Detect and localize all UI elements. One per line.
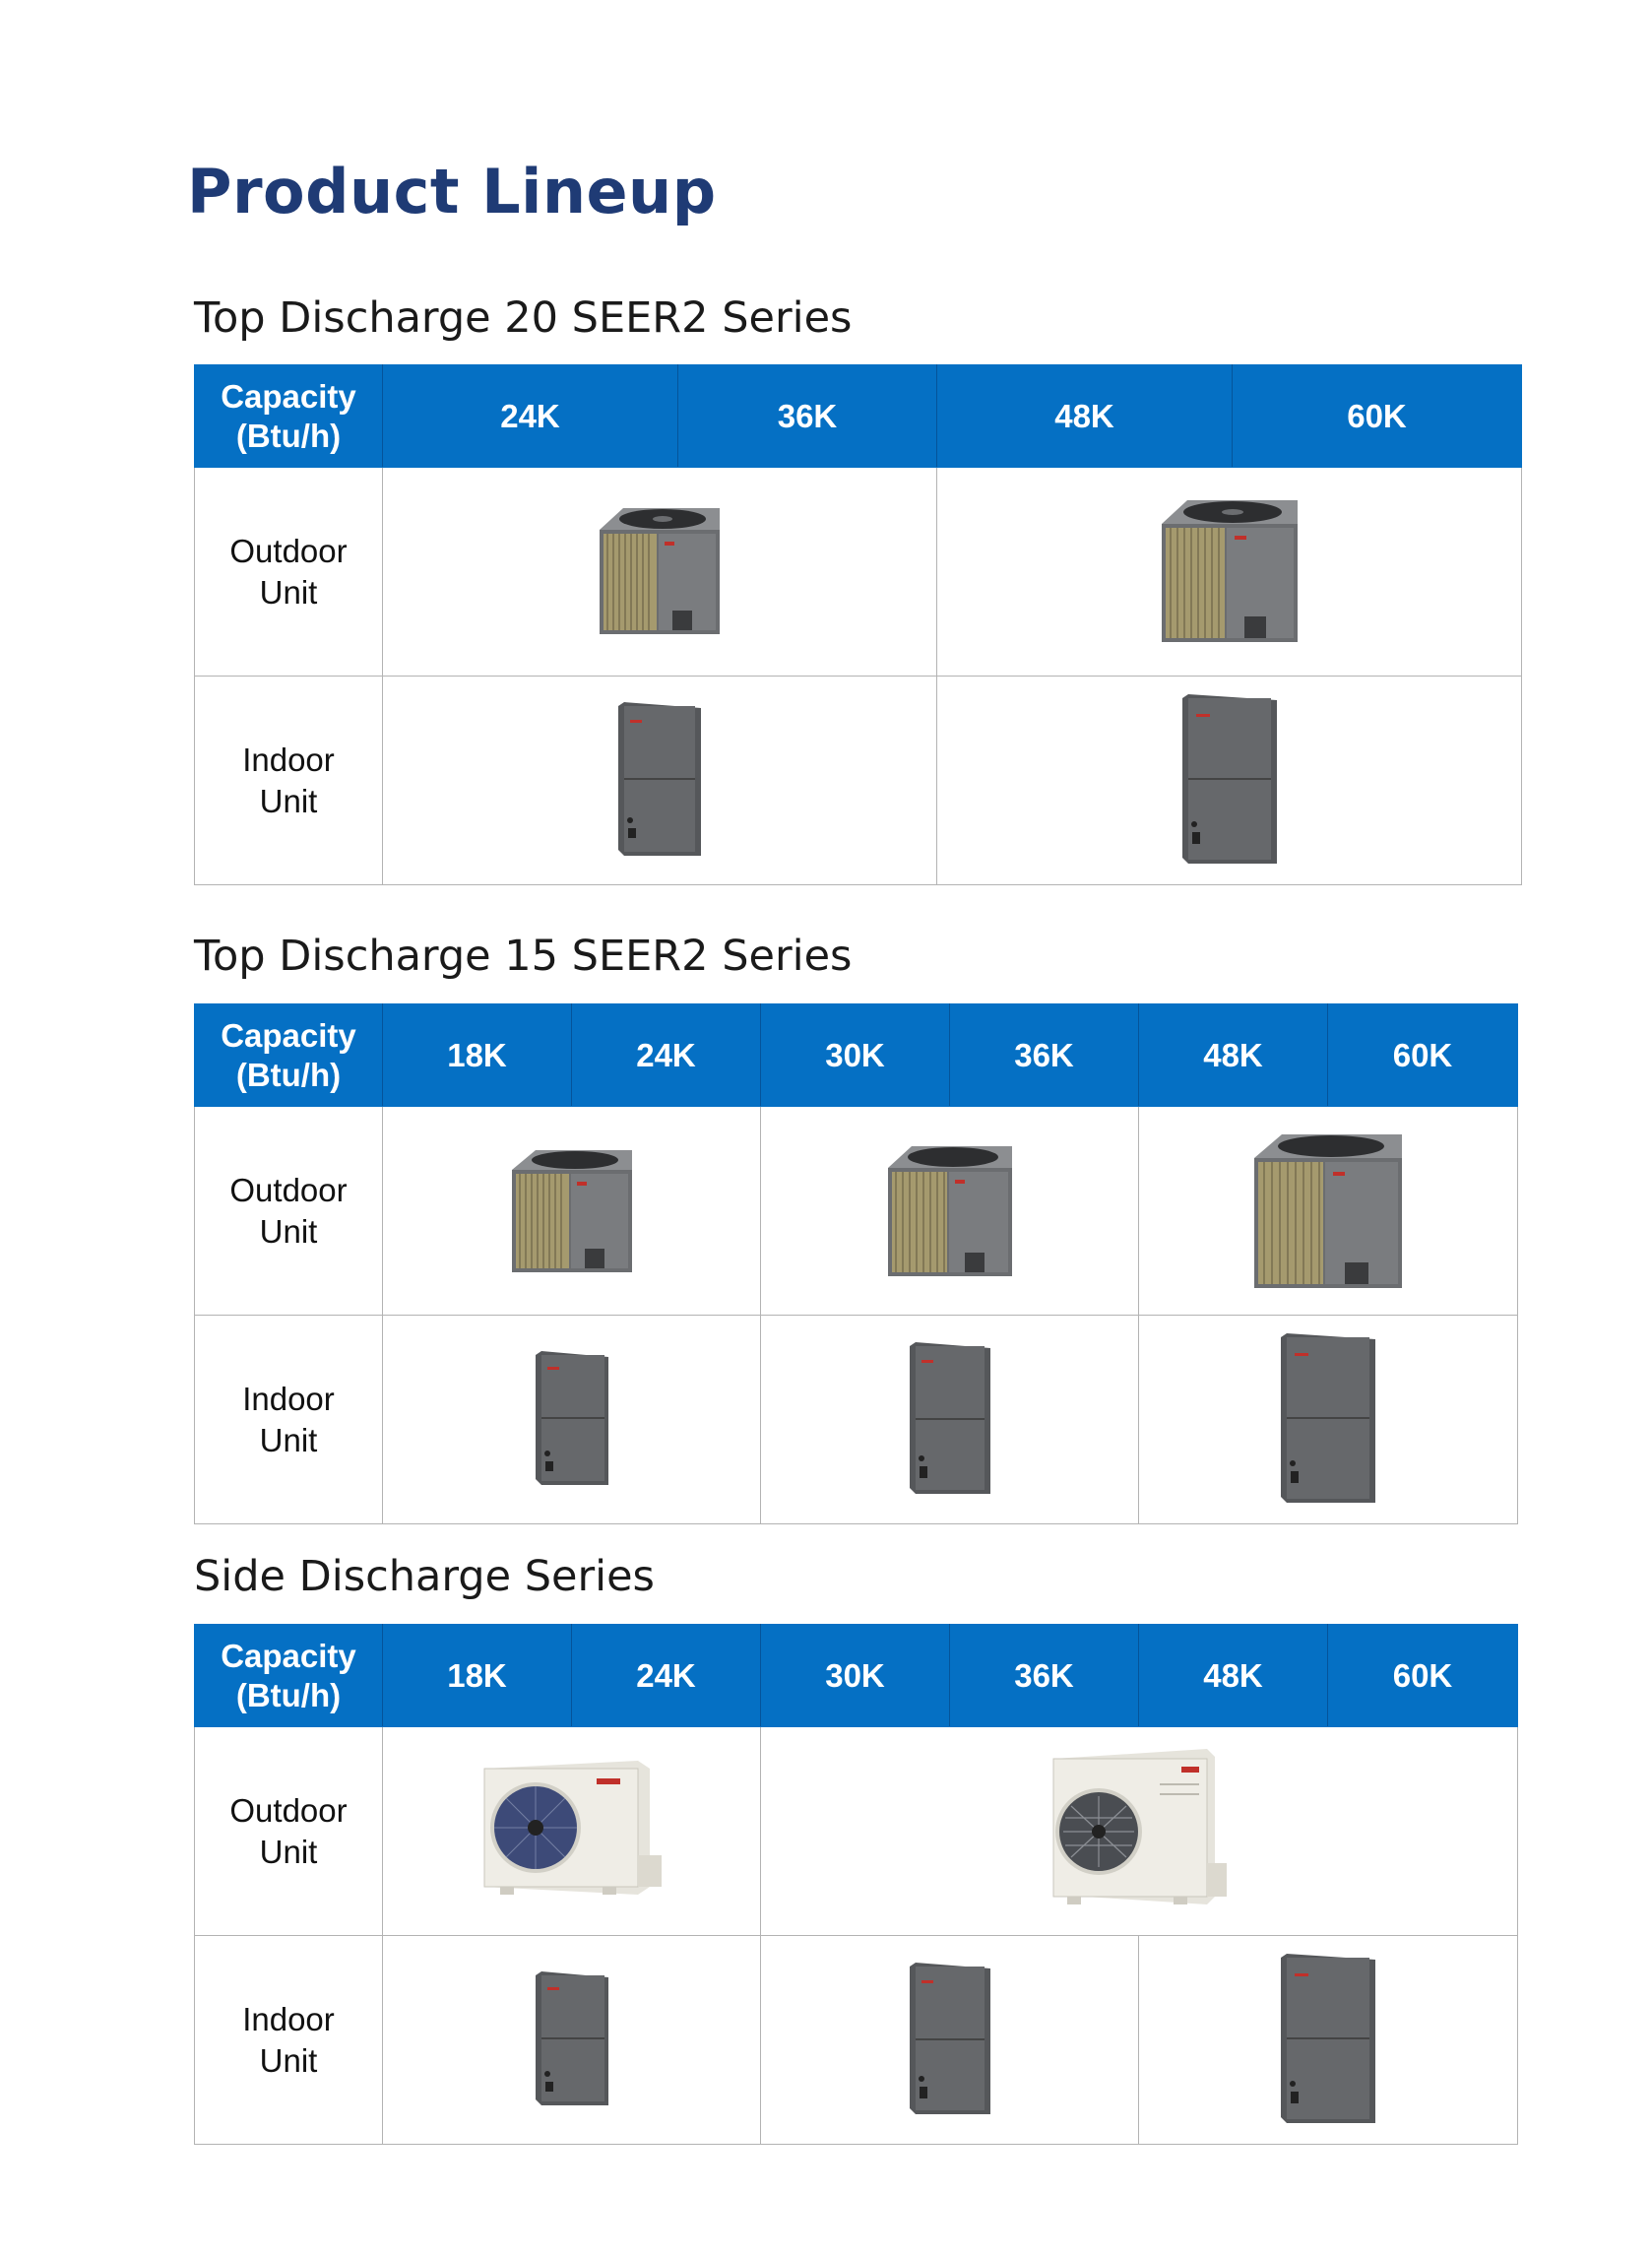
row-label-outdoor xyxy=(195,1107,383,1316)
condenser-unit-image xyxy=(594,502,726,642)
row-label-outdoor xyxy=(195,1727,383,1936)
section-title-20-seer2: Top Discharge 20 SEER2 Series xyxy=(194,293,853,343)
outdoor-unit-cell xyxy=(383,1107,761,1316)
table-row-indoor xyxy=(195,677,1522,885)
air-handler-image xyxy=(1281,1954,1375,2127)
condenser-unit-image xyxy=(506,1144,638,1278)
row-label-line2: Unit xyxy=(259,1421,318,1458)
table-row-outdoor xyxy=(195,1727,1518,1936)
outdoor-unit-cell xyxy=(383,468,937,677)
indoor-unit-cell xyxy=(937,677,1522,885)
capacity-header-line2: (Btu/h) xyxy=(235,1676,342,1713)
condenser-unit-image xyxy=(882,1140,1018,1282)
outdoor-unit-cell xyxy=(761,1727,1518,1936)
capacity-col-60k: 60K xyxy=(1328,1004,1518,1107)
section-title-15-seer2: Top Discharge 15 SEER2 Series xyxy=(194,932,853,981)
air-handler-image xyxy=(910,1342,990,1498)
row-label-line1: Indoor xyxy=(242,1380,335,1417)
row-label-line2: Unit xyxy=(259,1212,318,1250)
indoor-unit-cell xyxy=(383,1936,761,2145)
capacity-col-24k: 24K xyxy=(572,1625,761,1727)
indoor-unit-cell xyxy=(383,677,937,885)
capacity-col-24k: 24K xyxy=(383,365,678,468)
capacity-col-36k: 36K xyxy=(678,365,937,468)
capacity-col-48k: 48K xyxy=(1139,1004,1328,1107)
indoor-unit-cell xyxy=(383,1316,761,1524)
outdoor-unit-cell xyxy=(761,1107,1139,1316)
capacity-header xyxy=(195,1625,383,1727)
row-label-line2: Unit xyxy=(259,573,318,611)
air-handler-image xyxy=(536,1351,608,1489)
row-label-line2: Unit xyxy=(259,782,318,819)
capacity-header-line1: Capacity xyxy=(221,1016,356,1054)
lineup-table-15-seer2 xyxy=(194,1003,1518,1524)
capacity-col-24k: 24K xyxy=(572,1004,761,1107)
row-label-indoor xyxy=(195,677,383,885)
condenser-unit-image xyxy=(1156,494,1303,650)
row-label-line1: Outdoor xyxy=(229,1791,348,1829)
row-label-line1: Indoor xyxy=(242,2000,335,2037)
outdoor-unit-cell xyxy=(383,1727,761,1936)
outdoor-unit-cell xyxy=(1139,1107,1518,1316)
capacity-col-60k: 60K xyxy=(1233,365,1522,468)
table-row-outdoor xyxy=(195,468,1522,677)
table-header-row xyxy=(195,1004,1518,1107)
air-handler-image xyxy=(618,702,701,860)
capacity-col-36k: 36K xyxy=(950,1625,1139,1727)
air-handler-image xyxy=(1182,694,1277,868)
table-header-row xyxy=(195,365,1522,468)
lineup-table-20-seer2 xyxy=(194,364,1522,885)
capacity-header-line2: (Btu/h) xyxy=(235,1056,342,1093)
capacity-col-30k: 30K xyxy=(761,1004,950,1107)
capacity-col-60k: 60K xyxy=(1328,1625,1518,1727)
capacity-col-18k: 18K xyxy=(383,1625,572,1727)
air-handler-image xyxy=(536,1971,608,2109)
capacity-col-30k: 30K xyxy=(761,1625,950,1727)
lineup-table-side-discharge xyxy=(194,1624,1518,2145)
outdoor-unit-cell xyxy=(937,468,1522,677)
indoor-unit-cell xyxy=(761,1936,1139,2145)
table-row-indoor xyxy=(195,1936,1518,2145)
indoor-unit-cell xyxy=(1139,1936,1518,2145)
row-label-line1: Indoor xyxy=(242,741,335,778)
row-label-outdoor xyxy=(195,468,383,677)
row-label-line2: Unit xyxy=(259,1833,318,1870)
table-row-indoor xyxy=(195,1316,1518,1524)
capacity-col-18k: 18K xyxy=(383,1004,572,1107)
row-label-line2: Unit xyxy=(259,2041,318,2079)
indoor-unit-cell xyxy=(1139,1316,1518,1524)
table-header-row xyxy=(195,1625,1518,1727)
section-title-side-discharge: Side Discharge Series xyxy=(194,1552,655,1601)
condenser-unit-image xyxy=(1248,1129,1408,1294)
capacity-header-line2: (Btu/h) xyxy=(235,417,342,454)
capacity-col-48k: 48K xyxy=(1139,1625,1328,1727)
capacity-header xyxy=(195,1004,383,1107)
table-row-outdoor xyxy=(195,1107,1518,1316)
capacity-col-36k: 36K xyxy=(950,1004,1139,1107)
row-label-indoor xyxy=(195,1936,383,2145)
air-handler-image xyxy=(1281,1333,1375,1507)
row-label-indoor xyxy=(195,1316,383,1524)
side-discharge-condenser-image xyxy=(1049,1745,1229,1918)
capacity-col-48k: 48K xyxy=(937,365,1233,468)
capacity-header-line1: Capacity xyxy=(221,377,356,415)
capacity-header-line1: Capacity xyxy=(221,1637,356,1674)
page-title: Product Lineup xyxy=(187,156,717,227)
row-label-line1: Outdoor xyxy=(229,532,348,569)
indoor-unit-cell xyxy=(761,1316,1139,1524)
capacity-header xyxy=(195,365,383,468)
air-handler-image xyxy=(910,1963,990,2118)
row-label-line1: Outdoor xyxy=(229,1171,348,1208)
side-discharge-condenser-image xyxy=(480,1759,664,1904)
